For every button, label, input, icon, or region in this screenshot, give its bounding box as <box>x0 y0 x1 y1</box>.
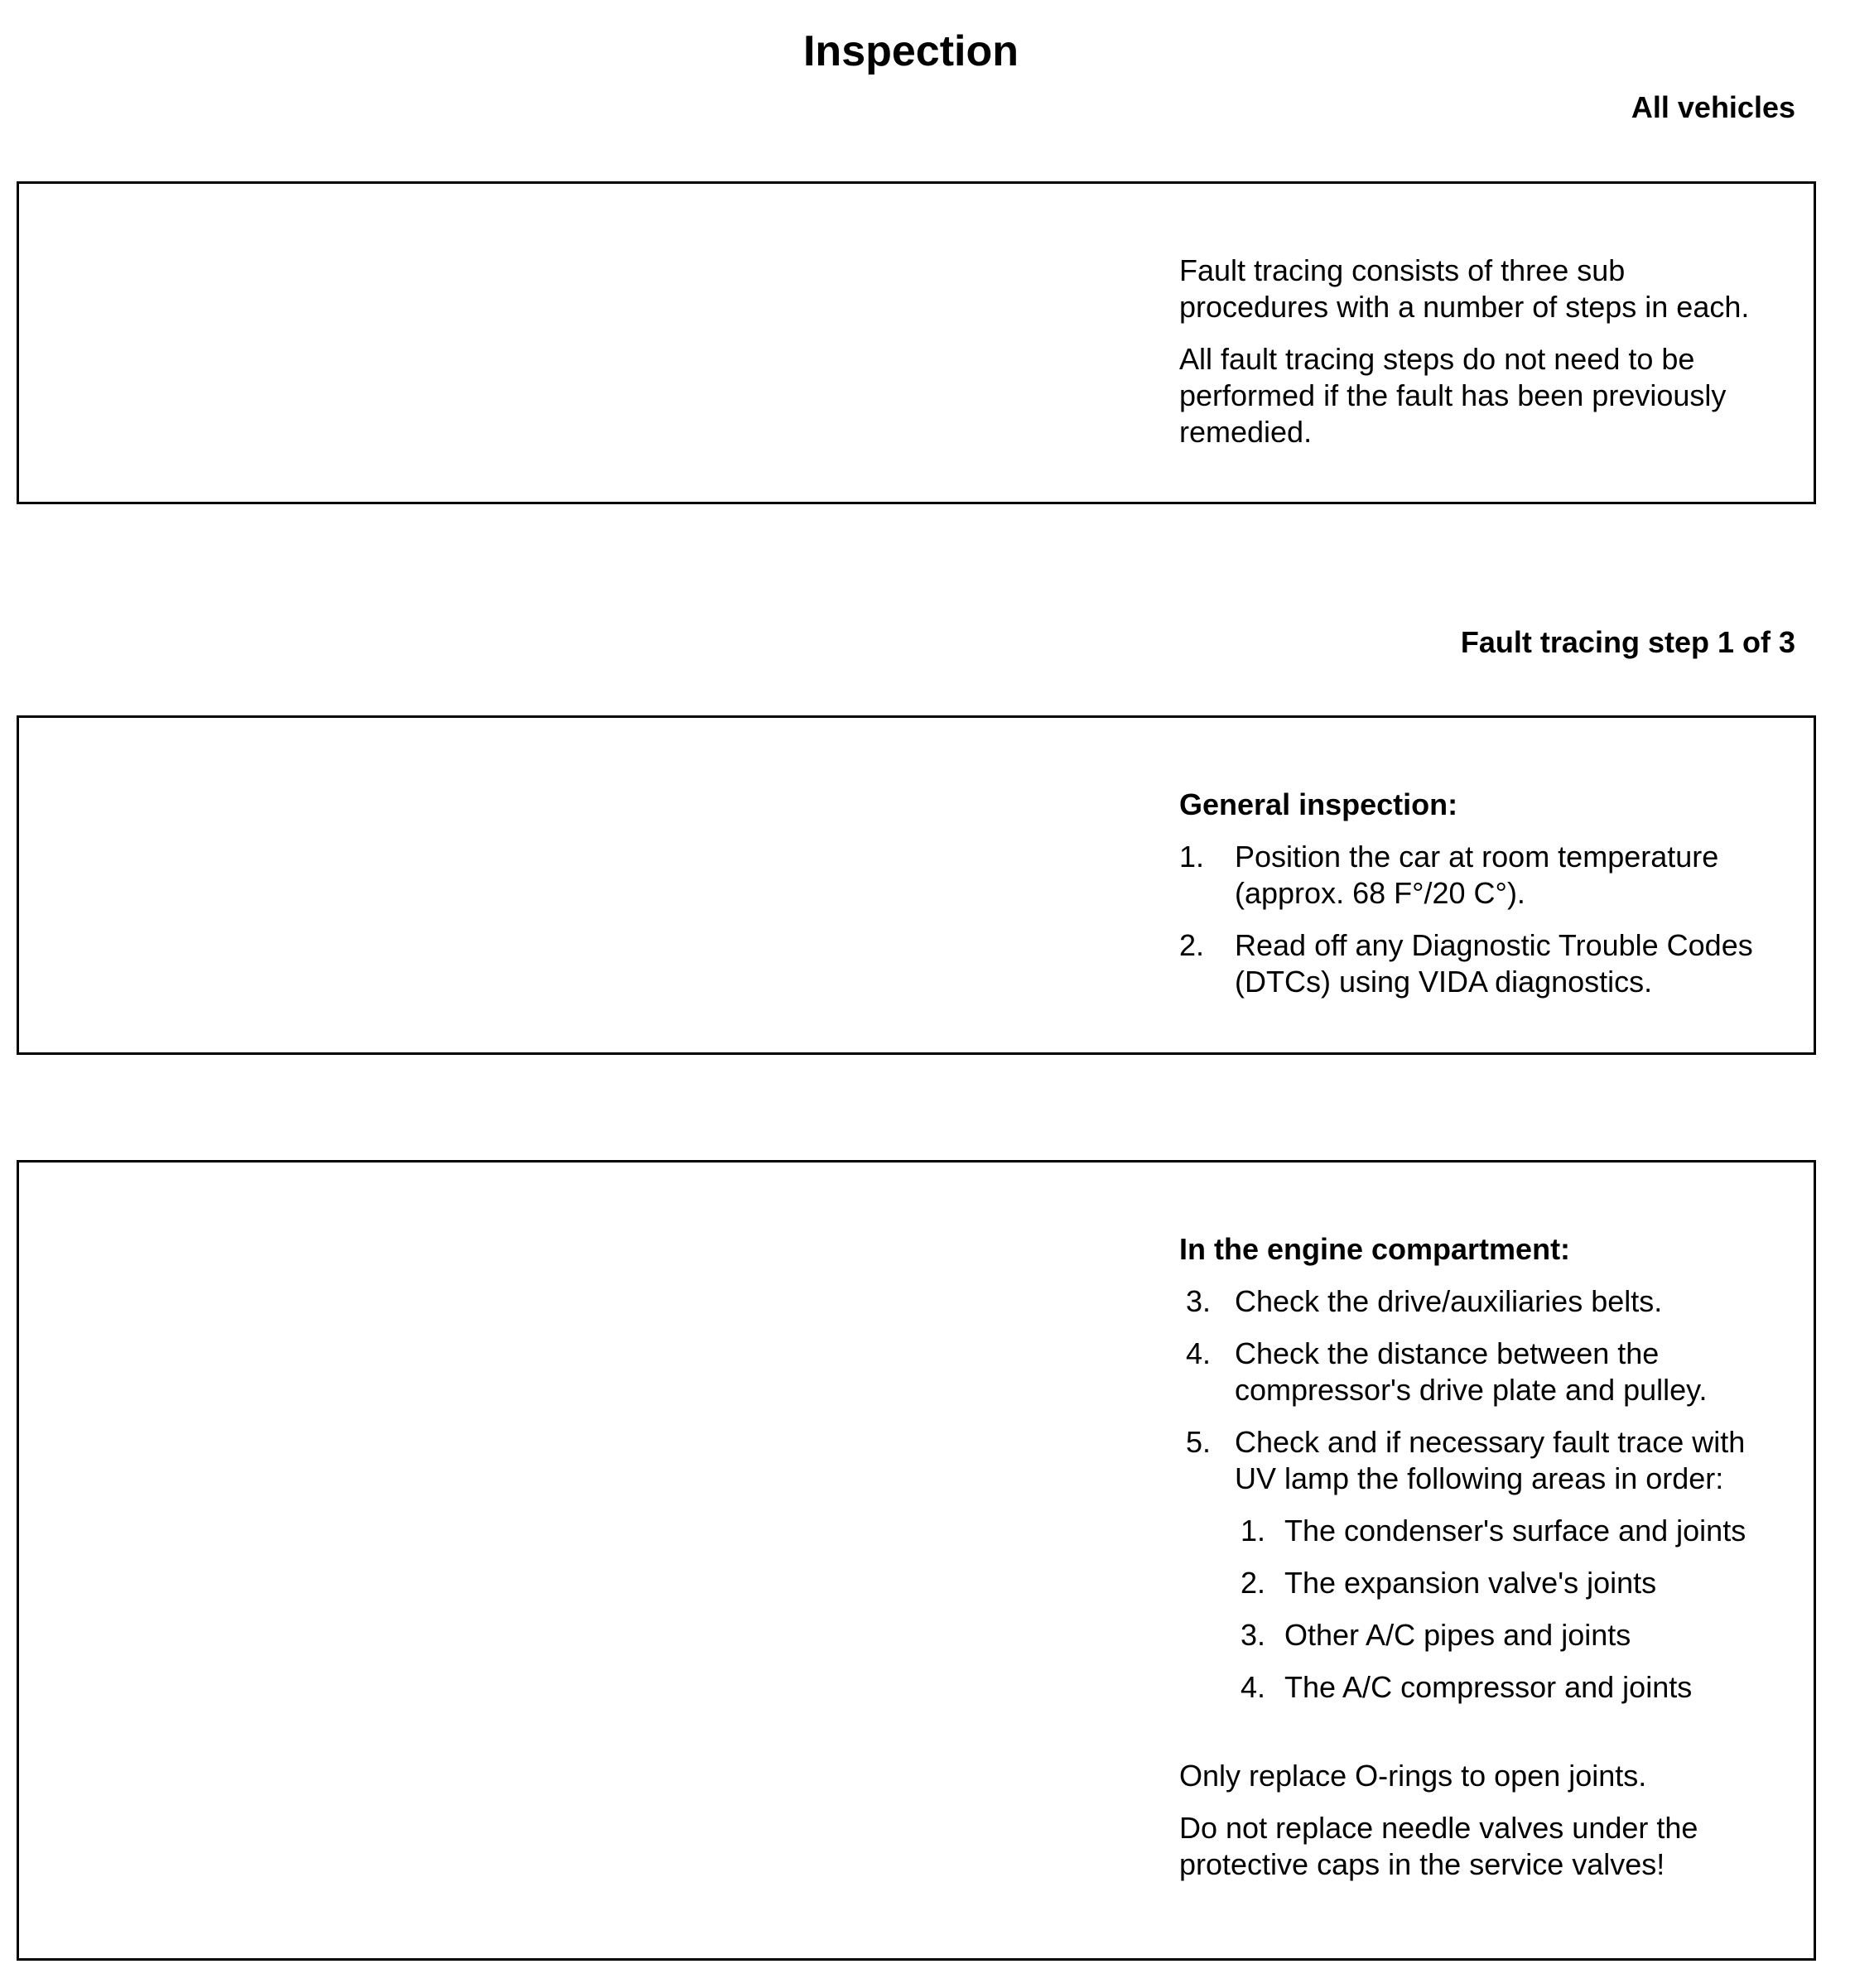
page-title: Inspection <box>802 27 1019 75</box>
sub-item-text: The expansion valve's joints <box>1284 1566 1657 1600</box>
intro-paragraph: All fault tracing steps do not need to be performed if the fault has been previously remedied. <box>1179 342 1727 449</box>
sub-item-number: 1. <box>1241 1514 1266 1548</box>
note-paragraph: Do not replace needle valves under the protective caps in the service valves! <box>1179 1811 1698 1881</box>
item-number: 4. <box>1186 1336 1212 1370</box>
engine-compartment-text <box>1179 1231 1809 1899</box>
general-inspection-panel <box>17 715 1816 1055</box>
item-text: Read off any Diagnostic Trouble Codes (DTCs) using VIDA diagnostics. <box>1235 928 1753 999</box>
engine-compartment-heading: In the engine compartment: <box>1179 1232 1571 1266</box>
general-inspection-text <box>1179 787 1809 1016</box>
list-item <box>1179 1336 1809 1408</box>
sub-list-item <box>1179 1617 1809 1653</box>
engine-compartment-panel <box>17 1160 1816 1961</box>
item-text: Check the drive/auxiliaries belts. <box>1235 1284 1663 1318</box>
list-item <box>1179 839 1809 912</box>
item-number: 5. <box>1186 1425 1212 1459</box>
general-inspection-heading: General inspection: <box>1179 787 1458 821</box>
note-paragraph: Only replace O-rings to open joints. <box>1179 1759 1647 1793</box>
sub-list-item <box>1179 1513 1809 1549</box>
sub-item-number: 4. <box>1241 1670 1266 1704</box>
sub-list-item <box>1179 1669 1809 1706</box>
applicability-heading: All vehicles <box>1631 90 1795 124</box>
item-text: Check and if necessary fault trace with UV lamp the following areas in order: <box>1235 1425 1746 1495</box>
item-number: 3. <box>1186 1284 1212 1318</box>
intro-paragraph: Fault tracing consists of three sub procedures with a number of steps in each. <box>1179 253 1750 324</box>
item-number: 2. <box>1179 928 1205 962</box>
item-text: Position the car at room temperature (approx. 68 F°/20 C°). <box>1235 840 1719 910</box>
intro-panel <box>17 181 1816 504</box>
step-heading: Fault tracing step 1 of 3 <box>1460 625 1795 659</box>
list-item <box>1179 927 1809 1000</box>
sub-item-number: 2. <box>1241 1566 1266 1600</box>
list-item <box>1179 1424 1809 1497</box>
sub-item-number: 3. <box>1241 1618 1266 1652</box>
item-text: Check the distance between the compressor's drive plate and pulley. <box>1235 1336 1708 1407</box>
sub-item-text: The A/C compressor and joints <box>1284 1670 1693 1704</box>
sub-list-item <box>1179 1565 1809 1601</box>
intro-text <box>1179 253 1809 466</box>
list-item <box>1179 1283 1809 1320</box>
sub-item-text: Other A/C pipes and joints <box>1284 1618 1631 1652</box>
item-number: 1. <box>1179 840 1205 874</box>
sub-item-text: The condenser's surface and joints <box>1284 1514 1746 1548</box>
